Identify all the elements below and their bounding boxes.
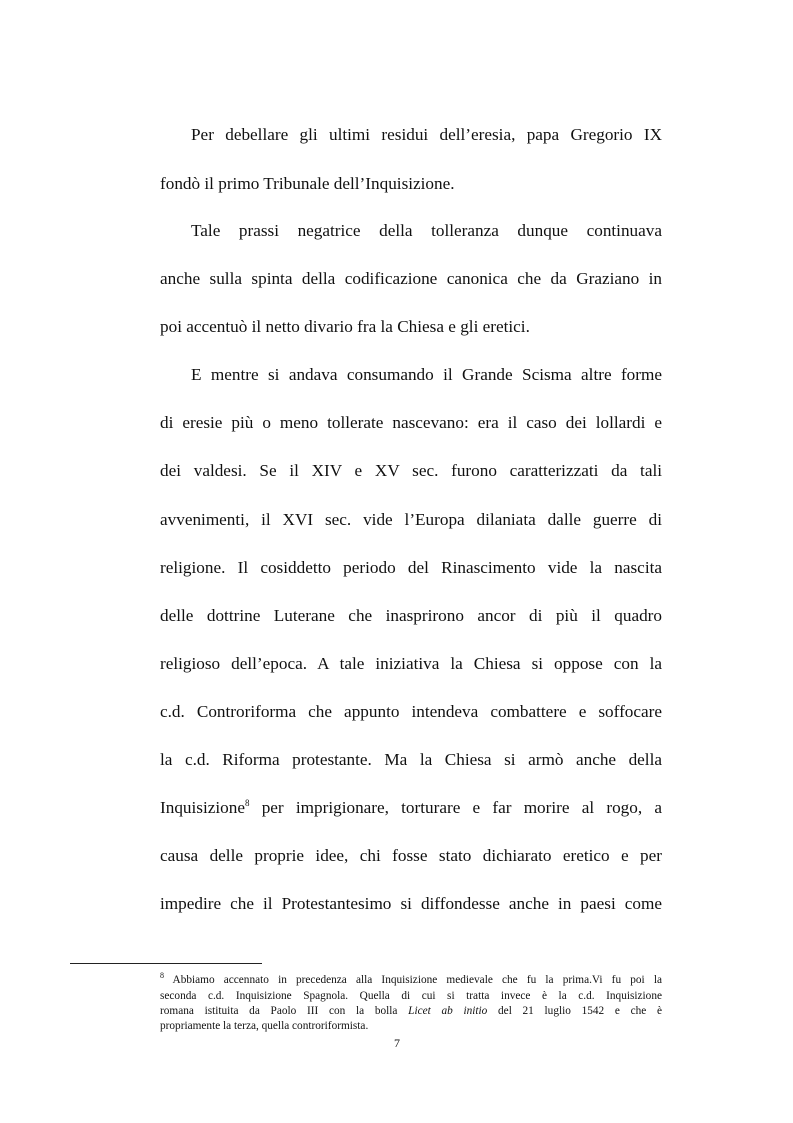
paragraph-line: poi accentuò il netto divario fra la Chiesa e gli eretici. <box>160 317 530 336</box>
paragraph-line <box>160 797 662 819</box>
paragraph-line: Tale prassi negatrice della tolleranza dunque continuava <box>191 221 662 240</box>
footnote-separator <box>70 963 262 964</box>
paragraph-line: di eresie più o meno tollerate nascevano: era il caso dei lollardi e <box>160 413 662 432</box>
paragraph-line: impedire che il Protestantesimo si diffondesse anche in paesi come <box>160 894 662 913</box>
paragraph-line: fondò il primo Tribunale dell’Inquisizione. <box>160 174 455 193</box>
paragraph-line: c.d. Controriforma che appunto intendeva combattere e soffocare <box>160 702 662 721</box>
paragraph-line: dei valdesi. Se il XIV e XV sec. furono caratterizzati da tali <box>160 461 662 480</box>
inquisizione-word: Inquisizione <box>160 798 245 817</box>
footnote-text: del 21 luglio 1542 e che è <box>498 1005 663 1017</box>
paragraph-line: delle dottrine Luterane che inasprirono ancor di più il quadro <box>160 606 662 625</box>
footnote-line <box>160 1004 662 1020</box>
footnote-text: romana istituita da Paolo III con la bolla <box>160 1005 398 1017</box>
footnote-mark: 8 <box>160 971 164 980</box>
paragraph-line: la c.d. Riforma protestante. Ma la Chiesa si armò anche della <box>160 750 662 769</box>
footnote-text: Abbiamo accennato in precedenza alla Inquisizione medievale che fu la prima.Vi fu poi la <box>172 974 663 986</box>
paragraph-line: Per debellare gli ultimi residui dell’eresia, papa Gregorio IX <box>191 125 662 144</box>
paragraph-line: anche sulla spinta della codificazione canonica che da Graziano in <box>160 269 662 288</box>
paragraph-line: E mentre si andava consumando il Grande Scisma altre forme <box>191 365 662 384</box>
paragraph-line: avvenimenti, il XVI sec. vide l’Europa dilaniata dalle guerre di <box>160 510 662 529</box>
footnote-line <box>160 973 662 989</box>
footnote-line: seconda c.d. Inquisizione Spagnola. Quella di cui si tratta invece è la c.d. Inquisizione <box>160 990 662 1002</box>
footnote-italic-title: Licet ab initio <box>408 1005 488 1017</box>
paragraph-line: religioso dell’epoca. A tale iniziativa la Chiesa si oppose con la <box>160 654 662 673</box>
line-continuation: per imprigionare, torturare e far morire al rogo, a <box>261 798 663 817</box>
paragraph-line: causa delle proprie idee, chi fosse stato dichiarato eretico e per <box>160 846 662 865</box>
footnote-line: propriamente la terza, quella controriformista. <box>160 1020 369 1032</box>
page-number: 7 <box>394 1036 400 1050</box>
footnote-reference[interactable]: 8 <box>244 798 250 808</box>
paragraph-line: religione. Il cosiddetto periodo del Rinascimento vide la nascita <box>160 558 662 577</box>
